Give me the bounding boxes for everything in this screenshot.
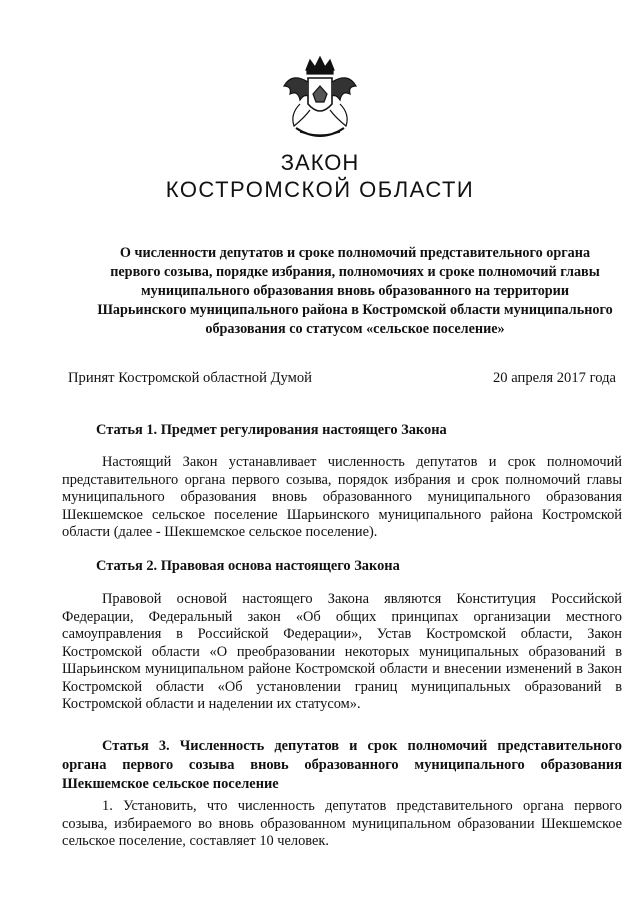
article-2-text: Правовой основой настоящего Закона являются Конституция Российской Федерации, Федеральный закон «Об общих принципах организации местного самоуправления в Российской Федерации», Устав Костромской области, Закон Костромской области «О преобразовании некоторых муниципальных образований в Шарьинском муниципальном районе Костромской области и внесении изменений в Закон Костромской области «Об установлении границ муниципальных образований в Костромской области и наделении их статусом». [62, 591, 622, 712]
article-3-heading: Статья 3. Численность депутатов и срок полномочий представительного органа первого созыва вновь образованного муниципального образования Шекшемское сельское поселение [62, 738, 622, 792]
article-3-text: 1. Установить, что численность депутатов представительного органа первого созыва, избираемого во вновь образованном муниципальном образовании Шекшемское сельское поселение, составляет 10 человек. [62, 798, 622, 849]
doc-type-line2: КОСТРОМСКОЙ ОБЛАСТИ [165, 177, 475, 202]
article-1-text: Настоящий Закон устанавливает численность депутатов и срок полномочий представительного органа первого созыва, порядок избрания и срок полномочий главы муниципального образования вновь образованного муниципального образования Шекшемское сельское поселение Шарьинского муниципального района Костромской области (далее - Шекшемское сельское поселение). [62, 454, 622, 540]
article-2-heading: Статья 2. Правовая основа настоящего Закона [96, 558, 400, 574]
law-title: О численности депутатов и сроке полномочий представительного органа первого созыва, порядке избрания, полномочиях и сроке полномочий главы муниципального образования вновь образованного на территории Шарьинского муниципального района в Костромской области муниципального образования со статусом «сельское поселение» [97, 245, 613, 337]
coat-of-arms-icon [270, 48, 370, 148]
adoption-date: 20 апреля 2017 года [493, 370, 616, 386]
doc-type-line1: ЗАКОН [280, 150, 360, 175]
adopted-by: Принят Костромской областной Думой [68, 370, 312, 386]
article-1-heading: Статья 1. Предмет регулирования настоящего Закона [96, 422, 447, 438]
